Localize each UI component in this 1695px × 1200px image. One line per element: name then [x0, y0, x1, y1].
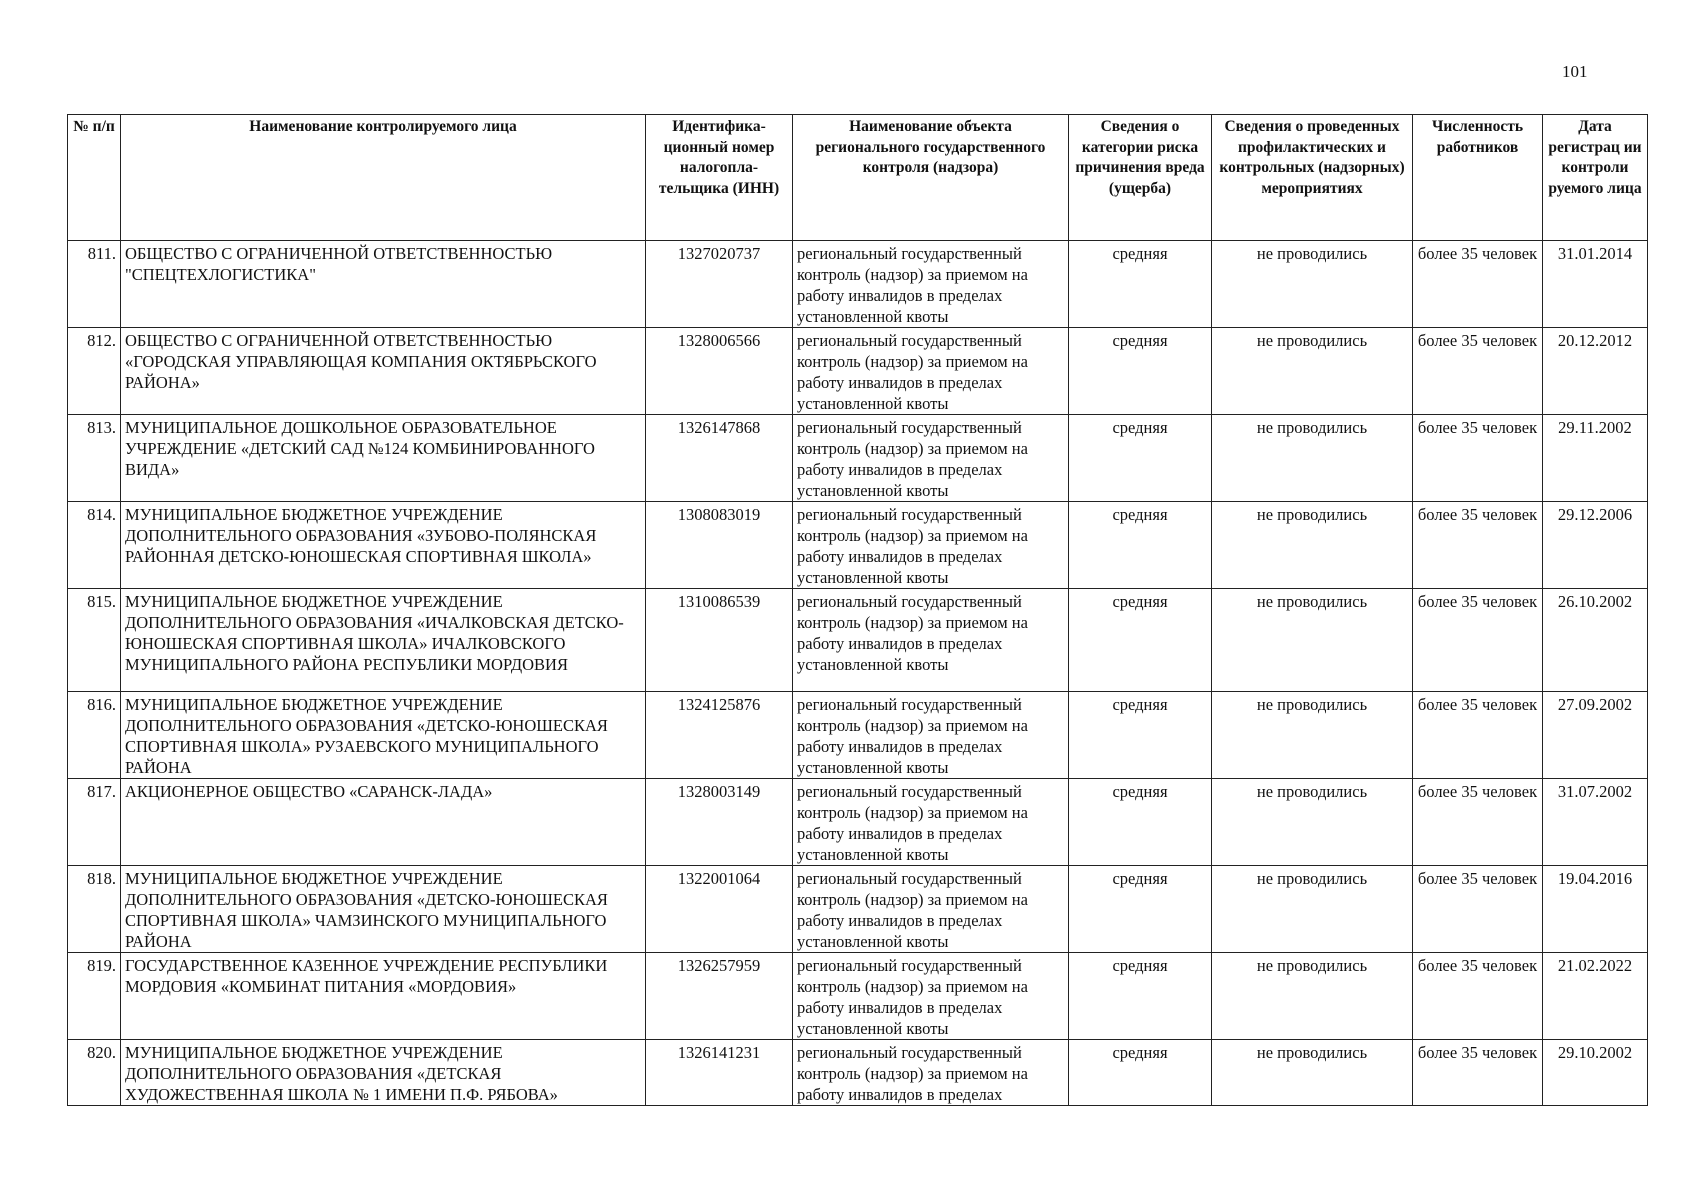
header-events: Сведения о проведенных профилактических и контрольных (надзорных) мероприятиях — [1212, 115, 1413, 241]
events-info: не проводились — [1212, 692, 1413, 779]
risk-category: средняя — [1069, 241, 1212, 328]
inn-value: 1326147868 — [646, 415, 793, 502]
entity-name: МУНИЦИПАЛЬНОЕ БЮДЖЕТНОЕ УЧРЕЖДЕНИЕ ДОПОЛНИТЕЛЬНОГО ОБРАЗОВАНИЯ «ДЕТСКО-ЮНОШЕСКАЯ СПОРТИВНАЯ ШКОЛА» РУЗАЕВСКОГО МУНИЦИПАЛЬНОГО РАЙОНА — [121, 692, 646, 779]
staff-count: более 35 человек — [1413, 953, 1543, 1040]
entity-name: ОБЩЕСТВО С ОГРАНИЧЕННОЙ ОТВЕТСТВЕННОСТЬЮ "СПЕЦТЕХЛОГИСТИКА" — [121, 241, 646, 328]
table-row — [68, 241, 1648, 328]
risk-category: средняя — [1069, 415, 1212, 502]
events-info: не проводились — [1212, 241, 1413, 328]
inn-value: 1328003149 — [646, 779, 793, 866]
registration-date: 20.12.2012 — [1543, 328, 1648, 415]
table-row — [68, 953, 1648, 1040]
risk-category: средняя — [1069, 866, 1212, 953]
row-number: 818. — [68, 866, 121, 953]
events-info: не проводились — [1212, 866, 1413, 953]
events-info: не проводились — [1212, 502, 1413, 589]
row-number: 815. — [68, 589, 121, 692]
staff-count: более 35 человек — [1413, 502, 1543, 589]
row-number: 811. — [68, 241, 121, 328]
registration-date: 27.09.2002 — [1543, 692, 1648, 779]
registration-date: 26.10.2002 — [1543, 589, 1648, 692]
staff-count: более 35 человек — [1413, 779, 1543, 866]
header-control-object: Наименование объекта регионального государственного контроля (надзора) — [793, 115, 1069, 241]
table-row — [68, 692, 1648, 779]
entity-name: МУНИЦИПАЛЬНОЕ БЮДЖЕТНОЕ УЧРЕЖДЕНИЕ ДОПОЛНИТЕЛЬНОГО ОБРАЗОВАНИЯ «ЗУБОВО-ПОЛЯНСКАЯ РАЙОННАЯ ДЕТСКО-ЮНОШЕСКАЯ СПОРТИВНАЯ ШКОЛА» — [121, 502, 646, 589]
registration-date: 31.07.2002 — [1543, 779, 1648, 866]
header-number: № п/п — [68, 115, 121, 241]
table-row — [68, 779, 1648, 866]
entity-name: ГОСУДАРСТВЕННОЕ КАЗЕННОЕ УЧРЕЖДЕНИЕ РЕСПУБЛИКИ МОРДОВИЯ «КОМБИНАТ ПИТАНИЯ «МОРДОВИЯ» — [121, 953, 646, 1040]
staff-count: более 35 человек — [1413, 1040, 1543, 1106]
inn-value: 1328006566 — [646, 328, 793, 415]
control-object: региональный государственный контроль (надзор) за приемом на работу инвалидов в пределах установленной квоты — [793, 953, 1069, 1040]
events-info: не проводились — [1212, 328, 1413, 415]
risk-category: средняя — [1069, 328, 1212, 415]
staff-count: более 35 человек — [1413, 692, 1543, 779]
staff-count: более 35 человек — [1413, 241, 1543, 328]
header-entity-name: Наименование контролируемого лица — [121, 115, 646, 241]
control-object: региональный государственный контроль (надзор) за приемом на работу инвалидов в пределах установленной квоты — [793, 328, 1069, 415]
header-registration-date: Дата регистрац ии контроли руемого лица — [1543, 115, 1648, 241]
events-info: не проводились — [1212, 1040, 1413, 1106]
risk-category: средняя — [1069, 1040, 1212, 1106]
row-number: 814. — [68, 502, 121, 589]
control-object: региональный государственный контроль (надзор) за приемом на работу инвалидов в пределах установленной квоты — [793, 589, 1069, 692]
table-row — [68, 328, 1648, 415]
registration-date: 21.02.2022 — [1543, 953, 1648, 1040]
staff-count: более 35 человек — [1413, 866, 1543, 953]
events-info: не проводились — [1212, 589, 1413, 692]
entity-name: МУНИЦИПАЛЬНОЕ ДОШКОЛЬНОЕ ОБРАЗОВАТЕЛЬНОЕ УЧРЕЖДЕНИЕ «ДЕТСКИЙ САД №124 КОМБИНИРОВАННОГО ВИДА» — [121, 415, 646, 502]
row-number: 819. — [68, 953, 121, 1040]
table-header — [68, 115, 1648, 241]
registration-date: 19.04.2016 — [1543, 866, 1648, 953]
table-row — [68, 866, 1648, 953]
control-object: региональный государственный контроль (надзор) за приемом на работу инвалидов в пределах установленной квоты — [793, 866, 1069, 953]
risk-category: средняя — [1069, 692, 1212, 779]
staff-count: более 35 человек — [1413, 328, 1543, 415]
events-info: не проводились — [1212, 953, 1413, 1040]
inn-value: 1324125876 — [646, 692, 793, 779]
page-number: 101 — [1562, 62, 1588, 81]
risk-category: средняя — [1069, 589, 1212, 692]
table-row — [68, 1040, 1648, 1106]
registration-date: 29.11.2002 — [1543, 415, 1648, 502]
control-object: региональный государственный контроль (надзор) за приемом на работу инвалидов в пределах установленной квоты — [793, 502, 1069, 589]
risk-category: средняя — [1069, 779, 1212, 866]
registration-date: 29.10.2002 — [1543, 1040, 1648, 1106]
row-number: 812. — [68, 328, 121, 415]
control-object: региональный государственный контроль (надзор) за приемом на работу инвалидов в пределах — [793, 1040, 1069, 1106]
control-object: региональный государственный контроль (надзор) за приемом на работу инвалидов в пределах установленной квоты — [793, 241, 1069, 328]
inn-value: 1308083019 — [646, 502, 793, 589]
staff-count: более 35 человек — [1413, 415, 1543, 502]
events-info: не проводились — [1212, 415, 1413, 502]
risk-category: средняя — [1069, 502, 1212, 589]
table-row — [68, 589, 1648, 692]
control-object: региональный государственный контроль (надзор) за приемом на работу инвалидов в пределах установленной квоты — [793, 415, 1069, 502]
header-row — [68, 115, 1648, 241]
header-risk-category: Сведения о категории риска причинения вреда (ущерба) — [1069, 115, 1212, 241]
registration-date: 31.01.2014 — [1543, 241, 1648, 328]
control-object: региональный государственный контроль (надзор) за приемом на работу инвалидов в пределах установленной квоты — [793, 779, 1069, 866]
table-body — [68, 241, 1648, 1106]
entity-name: МУНИЦИПАЛЬНОЕ БЮДЖЕТНОЕ УЧРЕЖДЕНИЕ ДОПОЛНИТЕЛЬНОГО ОБРАЗОВАНИЯ «ИЧАЛКОВСКАЯ ДЕТСКО-ЮНОШЕСКАЯ СПОРТИВНАЯ ШКОЛА» ИЧАЛКОВСКОГО МУНИЦИПАЛЬНОГО РАЙОНА РЕСПУБЛИКИ МОРДОВИЯ — [121, 589, 646, 692]
registration-date: 29.12.2006 — [1543, 502, 1648, 589]
inn-value: 1310086539 — [646, 589, 793, 692]
table-row — [68, 415, 1648, 502]
entity-name: АКЦИОНЕРНОЕ ОБЩЕСТВО «САРАНСК-ЛАДА» — [121, 779, 646, 866]
header-staff-count: Численность работников — [1413, 115, 1543, 241]
risk-category: средняя — [1069, 953, 1212, 1040]
events-info: не проводились — [1212, 779, 1413, 866]
inn-value: 1326141231 — [646, 1040, 793, 1106]
inn-value: 1326257959 — [646, 953, 793, 1040]
header-inn: Идентифика-ционный номер налогопла-тельщика (ИНН) — [646, 115, 793, 241]
row-number: 817. — [68, 779, 121, 866]
staff-count: более 35 человек — [1413, 589, 1543, 692]
control-object: региональный государственный контроль (надзор) за приемом на работу инвалидов в пределах установленной квоты — [793, 692, 1069, 779]
table-row — [68, 502, 1648, 589]
registry-table — [67, 114, 1648, 1106]
entity-name: ОБЩЕСТВО С ОГРАНИЧЕННОЙ ОТВЕТСТВЕННОСТЬЮ «ГОРОДСКАЯ УПРАВЛЯЮЩАЯ КОМПАНИЯ ОКТЯБРЬСКОГО РАЙОНА» — [121, 328, 646, 415]
entity-name: МУНИЦИПАЛЬНОЕ БЮДЖЕТНОЕ УЧРЕЖДЕНИЕ ДОПОЛНИТЕЛЬНОГО ОБРАЗОВАНИЯ «ДЕТСКО-ЮНОШЕСКАЯ СПОРТИВНАЯ ШКОЛА» ЧАМЗИНСКОГО МУНИЦИПАЛЬНОГО РАЙОНА — [121, 866, 646, 953]
row-number: 820. — [68, 1040, 121, 1106]
inn-value: 1327020737 — [646, 241, 793, 328]
row-number: 816. — [68, 692, 121, 779]
entity-name: МУНИЦИПАЛЬНОЕ БЮДЖЕТНОЕ УЧРЕЖДЕНИЕ ДОПОЛНИТЕЛЬНОГО ОБРАЗОВАНИЯ «ДЕТСКАЯ ХУДОЖЕСТВЕННАЯ ШКОЛА № 1 ИМЕНИ П.Ф. РЯБОВА» — [121, 1040, 646, 1106]
inn-value: 1322001064 — [646, 866, 793, 953]
row-number: 813. — [68, 415, 121, 502]
